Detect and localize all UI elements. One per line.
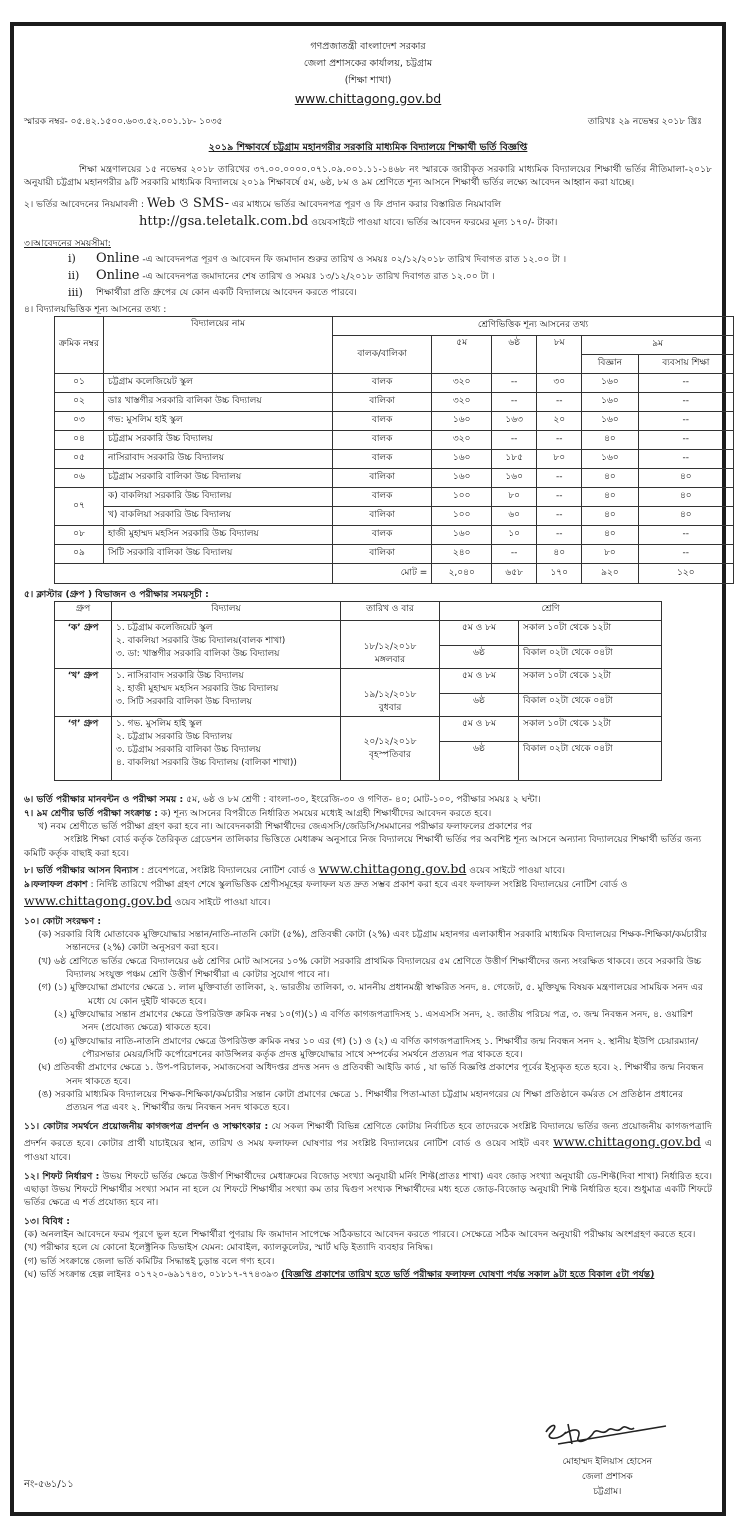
slot-class: ৬ষ্ঠ: [440, 646, 519, 669]
seats-class6: --: [492, 393, 537, 412]
memo-number: স্মারক নম্বর- ০৫.৪২.১৫০০.৬০৩.৫২.০০১.১৮- ১০৩৫: [24, 117, 223, 128]
seats-science: ১৬০: [582, 450, 638, 469]
school-name: চট্টগ্রাম কলেজিয়েট স্কুল: [104, 374, 333, 393]
total-science: ৯২০: [582, 564, 638, 584]
seats-class5: ১০০: [432, 488, 492, 507]
slot-time: বিকাল ০২টা থেকে ০৪টা: [519, 694, 662, 717]
seats-business: --: [638, 374, 733, 393]
school-item: ৩. চট্টগ্রাম সরকারি বালিকা উচ্চ বিদ্যালয়: [116, 745, 261, 756]
section-6: [24, 793, 712, 806]
seats-class6: ১৬৩: [492, 412, 537, 431]
header-date: তারিখ ও বার: [341, 602, 440, 621]
school-name: ক) বাকলিয়া সরকারি উচ্চ বিদ্যালয়: [104, 488, 333, 507]
seats-science: ৪০: [582, 507, 638, 526]
cluster-schedule-table: [54, 601, 662, 781]
school-item: ১. চট্টগ্রাম কলেজিয়েট স্কুল: [116, 623, 213, 634]
exam-day: বৃহস্পতিবার: [369, 749, 411, 760]
section-8: [24, 860, 712, 878]
seats-business: --: [638, 393, 733, 412]
slot-time: সকাল ১০টা থেকে ১২টা: [519, 669, 662, 694]
seats-class6: ৬০: [492, 507, 537, 526]
school-name: খ) বাকলিয়া সরকারি উচ্চ বিদ্যালয়: [104, 507, 333, 526]
header-serial: ক্রমিক নম্বর: [55, 317, 104, 374]
seats-business: --: [638, 450, 733, 469]
seats-class5: ২৪০: [432, 545, 492, 564]
section-2-fee: ওয়েবসাইটে পাওয়া যাবে। ভর্তির আবেদন ফরমের মূল্য ১৭০/- টাকা।: [311, 217, 558, 229]
header-class8: ৮ম: [537, 336, 582, 374]
section-7-a: ক) শূন্য আসনের বিপরীতে নির্ধারিত সময়ের মধ্যেই আগ্রহী শিক্ষার্থীদের আবেদন করতে হবে।: [160, 807, 492, 819]
website-link[interactable]: www.chittagong.gov.bd: [24, 892, 172, 908]
total-business: ১২০: [638, 564, 733, 584]
exam-date: ২০/১২/২০১৮: [363, 736, 417, 747]
seats-class8: ৩০: [537, 374, 582, 393]
section-5-label: ৫। ক্লাস্টার (গ্রুপ ) বিভাজন ও পরীক্ষার সময়সূচী :: [24, 589, 209, 600]
seats-business: --: [638, 545, 733, 564]
item-text: -এ আবেদনপত্র জমাদানের শেষ তারিখ ও সময়ঃ ১৩/১২/২০১৮ তারিখ দিবাগত রাত ১২.০০ টা ।: [142, 270, 495, 282]
school-item: ২. চট্টগ্রাম সরকারি উচ্চ বিদ্যালয়: [116, 732, 233, 743]
seats-class6: --: [492, 545, 537, 564]
slot-time: সকাল ১০টা থেকে ১২টা: [519, 717, 662, 742]
header-class9: ৯ম: [582, 336, 734, 355]
table-row: [55, 412, 734, 431]
seats-science: ১৬০: [582, 374, 638, 393]
seats-business: --: [638, 526, 733, 545]
signatory-place: চট্টগ্রাম।: [593, 1487, 622, 1497]
seats-class5: ১৬০: [432, 469, 492, 488]
office-title: জেলা প্রশাসকের কার্যালয়, চট্টগ্রাম: [303, 58, 433, 69]
slot-time: বিকাল ০২টা থেকে ০৪টা: [519, 742, 662, 781]
group-row-ka: [55, 621, 662, 646]
group-name: ‘ক’ গ্রুপ: [55, 621, 112, 669]
header-website-link[interactable]: www.chittagong.gov.bd: [294, 91, 442, 106]
section-3-label: ৩।আবেদনের সময়সীমা:: [24, 238, 111, 250]
section-11: [24, 1120, 712, 1165]
memo-date: তারিখঃ ২৯ নভেম্বর ২০১৮ খ্রিঃ: [587, 117, 702, 128]
quota-ga-3: (৩) মুক্তিযোদ্ধার নাতি-নাতনি প্রমাণের ক্ষেত্রে উপরিউক্ত ক্রমিক নম্বর ১০ এর (গ) (১) ও (২) এ বর্ণিত কাগজপত্রাদিসহ ১. শিক্ষার্থীর জন্ম নিবন্ধন সনদ ২. স্থানীয় ইউপি চেয়ারম্যান/পৌরসভার মেয়র/সিটি কর্পোরেশনের কাউন্সিলর কর্তৃক প্রদত্ত মুক্তিযোদ্ধার সাথে সম্পর্কের সমর্থনে প্রত্যয়ন পত্র থাকতে হবে।: [54, 1035, 699, 1061]
quota-ka: (ক) সরকারি বিধি মোতাবেক মুক্তিযোদ্ধার সন্তান/নাতি-নাতনি কোটা (৫%), প্রতিবন্ধী কোটা (২%) এবং চট্টগ্রাম মহানগর এলাকাধীন সরকারি মাধ্যমিক বিদ্যালয়ের শিক্ষক-শিক্ষিকা/কর্মচারীর সন্তানদের (২%) কোটা অনুসরণ করা হবে।: [38, 929, 707, 954]
group-date: [341, 717, 440, 781]
section-11-text: যে সকল শিক্ষার্থী বিভিন্ন শ্রেণিতে কোটায় নির্বাচিত হবে তাদেরকে সংশ্লিষ্ট বিদ্যালয়ে ভর্তির জন্য প্রয়োজনীয় কাগজপত্রাদি প্রদর্শন করতে হবে। কোটার প্রার্থী যাচাইয়ের স্থান, তারিখ ও সময় ফলাফল ঘোষণার পর সংশ্লিষ্ট বিদ্যালয়ের নোটিশ বোর্ড ও ওয়েব সাইট এবং: [24, 1120, 712, 1150]
serial: ০৬: [55, 469, 104, 488]
section-8-label: ৮। ভর্তি পরীক্ষার আসন বিন্যাস: [24, 865, 139, 877]
gender: বালক: [333, 412, 432, 431]
group-row-ga: [55, 717, 662, 742]
serial: ০৯: [55, 545, 104, 564]
header-gender: বালক/বালিকা: [333, 336, 432, 374]
seats-science: ৪০: [582, 488, 638, 507]
table-row: [55, 431, 734, 450]
seats-class8: --: [537, 393, 582, 412]
school-name: গভ: মুসলিম হাই স্কুল: [104, 412, 333, 431]
seats-class6: ১৮৫: [492, 450, 537, 469]
exam-day: মঙ্গলবার: [374, 655, 406, 666]
notice-document: [10, 22, 726, 1516]
seats-class5: ৩২০: [432, 374, 492, 393]
misc-ka: (ক) অনলাইন আবেদনে ফরম পূরণে ভুল হলে শিক্ষার্থীরা পুণরায় ফি জমাদান সাপেক্ষে সঠিকভাবে আবেদন করতে পারবে। সেক্ষেত্রে সঠিক আবেদন অনুযায়ী পরীক্ষায় অংশগ্রহণ করতে হবে।: [24, 1229, 696, 1240]
signature-icon: [538, 1414, 668, 1454]
group-schools: [112, 669, 341, 717]
group-date: [341, 621, 440, 669]
table-row: [55, 374, 734, 393]
seats-business: ৪০: [638, 507, 733, 526]
serial: ০৮: [55, 526, 104, 545]
school-item: ৩. সিটি সরকারি বালিকা উচ্চ বিদ্যালয়: [116, 697, 252, 708]
serial: ০৭: [55, 488, 104, 526]
section-6-label: ৬। ভর্তি পরীক্ষার মানবন্টন ও পরীক্ষা সময় :: [24, 794, 184, 806]
exam-date: ১৯/১২/২০১৮: [363, 690, 417, 701]
table-row: [55, 507, 734, 526]
misc-gha: [24, 1268, 712, 1281]
govt-title: গণপ্রজাতন্ত্রী বাংলাদেশ সরকার: [310, 41, 426, 52]
seats-class8: --: [537, 488, 582, 507]
item-text: শিক্ষার্থীরা প্রতি গ্রুপের যে কোন একটি বিদ্যালয়ে আবেদন করতে পারবে।: [96, 286, 357, 298]
gender: বালিকা: [333, 393, 432, 412]
school-item: ২. হাজী মুহাম্মদ মহসিন সরকারি উচ্চ বিদ্যালয়: [116, 684, 279, 695]
seats-class6: --: [492, 431, 537, 450]
item-number: ii): [68, 268, 80, 282]
gender: বালক: [333, 450, 432, 469]
gender: বালক: [333, 431, 432, 450]
group-name: ‘গ’ গ্রুপ: [55, 717, 112, 781]
slot-class: ৫ম ও ৮ম: [440, 669, 519, 694]
header-school: বিদ্যালয়: [112, 602, 341, 621]
notice-title: ২০১৯ শিক্ষাবর্ষে চট্টগ্রাম মহানগরীর সরকারি মাধ্যমিক বিদ্যালয়ে শিক্ষার্থী ভর্তি বিজ্ঞপ্তি: [208, 142, 528, 154]
seats-class6: ১০: [492, 526, 537, 545]
section-7-b: খ) নবম শ্রেণীতে ভর্তি পরীক্ষা গ্রহণ করা হবে না। আবেদনকারী শিক্ষার্থীদের জেএসসি/জেডিসি/সমমানের পরীক্ষার ফলাফলের প্রকাশের পর: [38, 821, 533, 833]
seats-class8: ৮০: [537, 450, 582, 469]
misc-kha: (খ) পরীক্ষার হলে যে কোনো ইলেক্ট্রনিক ডিভাইস যেমন: মোবাইল, ক্যালকুলেটর, স্মার্ট ঘড়ি ইত্যাদি ব্যবহার নিষিদ্ধ।: [24, 1242, 433, 1254]
section-6-text: ৫ম, ৬ষ্ঠ ও ৮ম শ্রেণী : বাংলা-৩০, ইংরেজি-৩০ ও গণিত- ৪০; মোট-১০০, পরীক্ষার সময়ঃ ২ ঘন্টা।: [186, 794, 541, 806]
gender: বালক: [333, 374, 432, 393]
section-9: [24, 878, 712, 909]
section-9-text-end: ওয়েব সাইটে পাওয়া যাবে।: [171, 896, 271, 908]
school-item: ২. বাকলিয়া সরকারি উচ্চ বিদ্যালয়(বালক শাখা): [116, 636, 286, 647]
school-item: ১. গভ. মুসলিম হাই স্কুল: [116, 719, 203, 730]
gender: বালিকা: [333, 545, 432, 564]
serial: ০৫: [55, 450, 104, 469]
header-group: গ্রুপ: [55, 602, 112, 621]
seats-class5: ৩২০: [432, 431, 492, 450]
section-9-text: : নির্দিষ্ট তারিখে পরীক্ষা গ্রহণ শেষে স্কুলভিত্তিক শ্রেণীসমূহের ফলাফল যত দ্রুত সম্ভব প্রকাশ করা হবে এবং ফলাফল সংশ্লিষ্ট বিদ্যালয়ের নোটিশ বোর্ড ও: [87, 879, 628, 891]
section-8-text-end: ওয়েব সাইটে পাওয়া যাবে।: [466, 865, 566, 877]
section-2-text: এর মাধ্যমে ভর্তির আবেদনপত্র পূরণ ও ফি প্রদান করার বিস্তারিত নিয়মাবলি: [231, 198, 502, 210]
seats-class8: ৪০: [537, 545, 582, 564]
deadline-item: [68, 251, 712, 268]
seats-business: ৪০: [638, 488, 733, 507]
group-schools: [112, 621, 341, 669]
section-4-label: ৪। বিদ্যালয়ভিত্তিক শূন্য আসনের তথ্য :: [24, 303, 167, 315]
serial: ০৪: [55, 431, 104, 450]
header-science: বিজ্ঞান: [582, 355, 638, 374]
serial: ০২: [55, 393, 104, 412]
seats-science: ৪০: [582, 431, 638, 450]
section-2-label: ২। ভর্তির আবেদনের নিয়মাবলী :: [24, 198, 144, 210]
online-label: Online: [96, 250, 140, 266]
school-name: ডাঃ খাস্তগীর সরকারি বালিকা উচ্চ বিদ্যালয়: [104, 393, 333, 412]
serial: ০৩: [55, 412, 104, 431]
seats-class8: --: [537, 431, 582, 450]
seats-science: ১৬০: [582, 412, 638, 431]
header-class-group: শ্রেণিভিত্তিক শূন্য আসনের তথ্য: [333, 317, 734, 336]
table-row: [55, 526, 734, 545]
gender: বালক: [333, 526, 432, 545]
gender: বালক: [333, 488, 432, 507]
slot-class: ৫ম ও ৮ম: [440, 717, 519, 742]
web-sms-label: Web ও SMS-: [146, 195, 229, 211]
branch-title: (শিক্ষা শাখা): [344, 75, 392, 86]
website-link[interactable]: www.chittagong.gov.bd: [553, 1134, 701, 1150]
helpline-numbers: (ঘ) ভর্তি সংক্রান্ত হেল্প লাইনঃ ০১৭২০-৬৯১৭৪৩, ০১৮১৭-৭৭৪৩৯৩: [24, 1269, 282, 1281]
item-number: i): [68, 251, 76, 265]
section-13-label: ১৩। বিবিধ :: [24, 1215, 70, 1227]
section-12-text: উভয় শিফটে ভর্তির ক্ষেত্রে উত্তীর্ণ শিক্ষার্থীদের মেধাক্রমের বিজোড় সংখ্যা অনুযায়ী মর্নিং শিফ্ট(প্রাতঃ শাখা) এবং জোড় সংখ্যা অনুযায়ী ডে-শিফ্ট(দিবা শাখা) নির্ধারিত হবে। এছাড়া উভয় শিফটে শিক্ষার্থীর সংখ্যা সমান না হলে যে শিফটে শিক্ষার্থীর সংখ্যা কম তার দ্বিগুণ সংখ্যক শিক্ষার্থীদের মধ্য হতে জোড়-বিজোড় অনুযায়ী শিফ্ট নির্ধারিত হবে। শুধুমাত্র একটি শিফটে ভর্তির ক্ষেত্রে এ শর্ত প্রযোজ্য হবে না।: [24, 1170, 713, 1209]
header-class5: ৫ম: [432, 336, 492, 374]
quota-ga-1: (গ) (১) মুক্তিযোদ্ধা প্রমাণের ক্ষেত্রে ১. লাল মুক্তিবার্তা তালিকা, ২. ভারতীয় তালিকা, ৩. মাননীয় প্রধানমন্ত্রী স্বাক্ষরিত সনদ, ৪. গেজেট, ৫. মুক্তিযুদ্ধ বিষয়ক মন্ত্রণালয়ের সাময়িক সনদ এর মধ্যে যে কোন দুইটি থাকতে হবে।: [38, 982, 703, 1007]
school-name: হাজী মুহাম্মদ মহসিন সরকারি উচ্চ বিদ্যালয়: [104, 526, 333, 545]
gender: বালিকা: [333, 507, 432, 526]
seats-science: ৪০: [582, 469, 638, 488]
section-11-text-end: এ পাওয়া যাবে।: [24, 1138, 712, 1164]
seats-science: ১৬০: [582, 393, 638, 412]
seats-class6: ৮০: [492, 488, 537, 507]
school-name: চট্টগ্রাম সরকারি উচ্চ বিদ্যালয়: [104, 431, 333, 450]
section-2: [24, 195, 712, 233]
gender: বালিকা: [333, 469, 432, 488]
intro-paragraph: শিক্ষা মন্ত্রণালয়ের ১৫ নভেম্বর ২০১৮ তারিখের ৩৭.০০.০০০০.০৭১.০৯.০০১.১১-১৪৬৮ নং স্মারকে জারীকৃত সরকারি মাধ্যমিক বিদ্যালয়ের শিক্ষার্থী ভর্তির নীতিমালা-২০১৮ অনুযায়ী চট্টগ্রাম মহানগরীর ৯টি সরকারি মাধ্যমিক বিদ্যালয়ে ২০১৯ শিক্ষাবর্ষে ৫ম, ৬ষ্ঠ, ৮ম ও ৯ম শ্রেণিতে শূন্য আসনে শিক্ষার্থী ভর্তির লক্ষ্যে আবেদন আহ্বান করা যাচ্ছে।: [24, 163, 712, 189]
total-class5: ২,০৪০: [432, 564, 492, 584]
seats-class5: ১৬০: [432, 450, 492, 469]
total-class6: ৬৫৮: [492, 564, 537, 584]
section-3: [24, 237, 712, 300]
section-8-text: : প্রবেশপত্রে, সংশ্লিষ্ট বিদ্যালয়ের নোটিশ বোর্ড ও: [138, 865, 319, 877]
seats-class8: --: [537, 507, 582, 526]
total-label: মোট =: [333, 564, 432, 584]
seats-class8: --: [537, 526, 582, 545]
section-9-label: ৯।ফলাফল প্রকাশ: [24, 879, 88, 891]
seats-science: ৪০: [582, 526, 638, 545]
slot-class: ৬ষ্ঠ: [440, 694, 519, 717]
group-name: ‘খ’ গ্রুপ: [55, 669, 112, 717]
seats-business: --: [638, 412, 733, 431]
section-10-label: ১০। কোটা সংরক্ষণ :: [24, 915, 102, 927]
section-7-b-cont: সংশ্লিষ্ট শিক্ষা বোর্ড কর্তৃক তৈরিকৃত গ্রেডেশন তালিকার ভিত্তিতে মেধাক্রম অনুসারে নিজ বিদ্যালয়ে শিক্ষার্থী ভর্তির পর অবশিষ্ট শূন্য আসনে অন্যান্য বিদ্যালয়ের শিক্ষার্থী ভর্তির জন্য কমিটি কর্তৃক বাছাই করা হবে।: [24, 834, 702, 859]
total-class8: ১৭০: [537, 564, 582, 584]
school-item: ১. নাসিরাবাদ সরকারি উচ্চ বিদ্যালয়: [116, 671, 244, 682]
group-schools: [112, 717, 341, 781]
footer-reference: নং-৫৬১/১১: [24, 1479, 74, 1490]
seats-class5: ১৬০: [432, 526, 492, 545]
table-row: [55, 393, 734, 412]
table-row: [55, 450, 734, 469]
table-row: [55, 469, 734, 488]
school-item: ৪. বাকলিয়া সরকারি উচ্চ বিদ্যালয় (বালিকা শাখা)): [116, 758, 297, 769]
quota-kha: (খ) ৬ষ্ঠ শ্রেণিতে ভর্তির ক্ষেত্রে বিদ্যালয়ের ৬ষ্ঠ শ্রেণির মোট আসনের ১০% কোটা সরকারি প্রাথমিক বিদ্যালয়ের ৫ম শ্রেণিতে উত্তীর্ণ শিক্ষার্থীদের জন্য সংরক্ষিত থাকবে। তবে সরকারি উচ্চ বিদ্যালয় সংযুক্ত পঞ্চম শ্রেণি উত্তীর্ণ শিক্ষার্থীরা এ কোটার সুযোগ পাবে না।: [38, 955, 702, 981]
seats-class5: ১৬০: [432, 412, 492, 431]
exam-day: বুধবার: [378, 703, 402, 714]
slot-class: ৬ষ্ঠ: [440, 742, 519, 781]
total-row: [55, 564, 734, 584]
school-name: নাসিরাবাদ সরকারি উচ্চ বিদ্যালয়: [104, 450, 333, 469]
quota-gha: (ঘ) প্রতিবন্ধী প্রমাণের ক্ষেত্রে ১. উপ-পরিচালক, সমাজসেবা অধিদপ্তর প্রদত্ত সনদ ও প্রতিবন্ধী আইডি কার্ড , যা ভর্তি বিজ্ঞপ্তি প্রকাশের পূর্বের ইস্যুকৃত হতে হবে। ২. শিক্ষার্থীর জন্ম নিবন্ধন সনদ থাকতে হবে।: [38, 1062, 704, 1087]
table-row: [55, 488, 734, 507]
slot-time: বিকাল ০২টা থেকে ০৪টা: [519, 646, 662, 669]
helpline-hours: (বিজ্ঞপ্তি প্রকাশের তারিখ হতে ভর্তি পরীক্ষার ফলাফল ঘোষণা পর্যন্ত সকাল ৯টা হতে বিকাল ৫টা পর্যন্ত): [281, 1269, 655, 1281]
seats-class5: ৩২০: [432, 393, 492, 412]
online-label: Online: [96, 267, 140, 283]
deadline-item: [68, 285, 712, 301]
item-number: iii): [68, 285, 83, 299]
seats-business: --: [638, 431, 733, 450]
seats-business: ৪০: [638, 469, 733, 488]
header-business: ব্যবসায় শিক্ষা: [638, 355, 733, 374]
school-name: সিটি সরকারি বালিকা উচ্চ বিদ্যালয়: [104, 545, 333, 564]
signature-block: [563, 1455, 652, 1500]
header-class6: ৬ষ্ঠ: [492, 336, 537, 374]
website-link[interactable]: www.chittagong.gov.bd: [318, 861, 467, 877]
header-class: শ্রেণি: [440, 602, 662, 621]
quota-umo: (ঙ) সরকারি মাধ্যমিক বিদ্যালয়ের শিক্ষক-শিক্ষিকা/কর্মচারীর সন্তান কোটা প্রমাণের ক্ষেত্রে ১. শিক্ষার্থীর পিতা-মাতা চট্টগ্রাম মহানগরের যে শিক্ষা প্রতিষ্ঠানে কর্মরত সে প্রতিষ্ঠান প্রধানের প্রত্যয়ন পত্র এবং ২. শিক্ষার্থীর জন্ম নিবন্ধন সনদ থাকতে হবে।: [38, 1089, 684, 1114]
group-row-kha: [55, 669, 662, 694]
seats-class6: --: [492, 374, 537, 393]
slot-class: ৫ম ও ৮ম: [440, 621, 519, 646]
seats-class8: ২০: [537, 412, 582, 431]
school-name: চট্টগ্রাম সরকারি বালিকা উচ্চ বিদ্যালয়: [104, 469, 333, 488]
signatory-title: জেলা প্রশাসক: [581, 1472, 633, 1482]
section-12: [24, 1170, 712, 1210]
section-12-label: ১২। শিফট নির্ধারণ :: [24, 1170, 100, 1182]
table-row: [55, 545, 734, 564]
item-text: -এ আবেদনপত্র পূরণ ও আবেদন ফি জমাদান শুরুর তারিখ ও সময়ঃ ০২/১২/২০১৮ তারিখ দিবাগত রাত ১২.০০ টা ।: [142, 253, 567, 265]
signatory-name: মোহাম্মদ ইলিয়াস হোসেন: [562, 1457, 652, 1467]
total-spacer: [55, 564, 333, 584]
slot-time: সকাল ১০টা থেকে ১২টা: [519, 621, 662, 646]
teletalk-link[interactable]: http://gsa.teletalk.com.bd: [139, 214, 309, 230]
group-date: [341, 669, 440, 717]
exam-date: ১৮/১২/২০১৮: [363, 642, 417, 653]
section-7: [24, 807, 712, 820]
header-school: বিদ্যালয়ের নাম: [104, 317, 333, 374]
vacant-seats-table: [54, 316, 734, 584]
section-7-label: ৭। ৯ম শ্রেণীর ভর্তি পরীক্ষা সংক্রান্ত :: [24, 807, 158, 819]
seats-class5: ১০০: [432, 507, 492, 526]
misc-ga: (গ) ভর্তি সংক্রান্তে জেলা ভর্তি কমিটির সিদ্ধান্তই চুড়ান্ত বলে গণ্য হবে।: [24, 1255, 275, 1267]
seats-class6: ১৬০: [492, 469, 537, 488]
seats-science: ৮০: [582, 545, 638, 564]
quota-ga-2: (২) মুক্তিযোদ্ধার সন্তান প্রমাণের ক্ষেত্রে উপরিউক্ত ক্রমিক নম্বর ১০(গ)(১) এ বর্ণিত কাগজপত্রাদিসহ ১. এসএসসি সনদ, ২. জাতীয় পরিচয় পত্র, ৩. জন্ম নিবন্ধন সনদ, ৪. ওয়ারিশ সনদ (প্রযোজ্য ক্ষেত্রে) থাকতে হবে।: [54, 1009, 693, 1034]
deadline-item: [68, 268, 712, 285]
seats-class8: --: [537, 469, 582, 488]
section-11-label: ১১। কোটার সমর্থনে প্রয়োজনীয় কাগজপত্র প্রদর্শন ও সাক্ষাৎকার :: [24, 1120, 269, 1132]
serial: ০১: [55, 374, 104, 393]
school-item: ৩. ডা: খাস্তগীর সরকারি বালিকা উচ্চ বিদ্যালয়: [116, 649, 280, 660]
